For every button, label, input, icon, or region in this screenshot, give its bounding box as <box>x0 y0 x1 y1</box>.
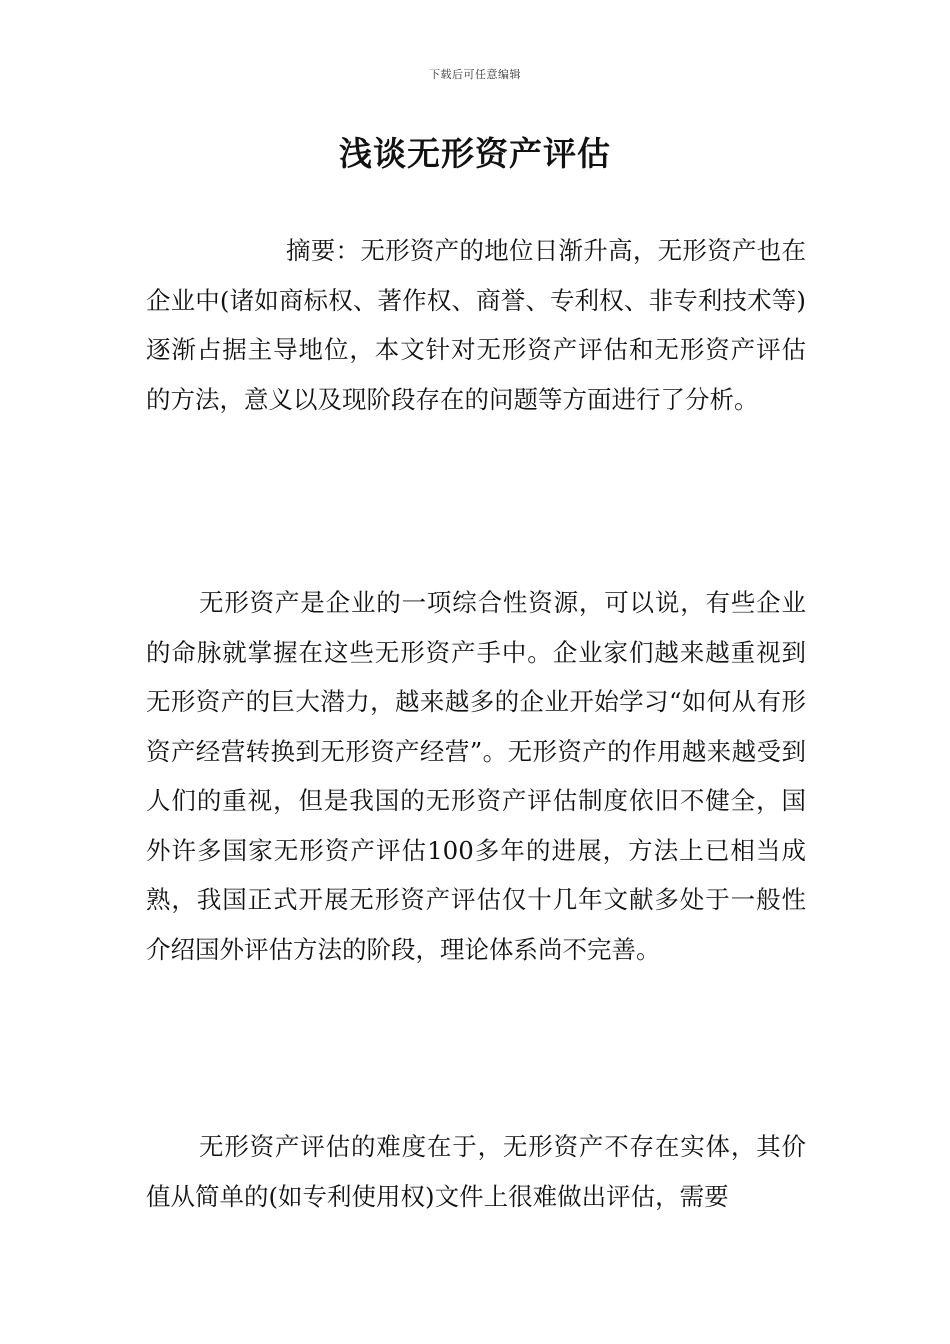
header-note: 下载后可任意编辑 <box>429 68 521 81</box>
body-paragraph-1: 无形资产是企业的一项综合性资源，可以说，有些企业的命脉就掌握在这些无形资产手中。企业家们越来越重视到无形资产的巨大潜力，越来越多的企业开始学习“如何从有形资产经营转换到无形资产经营”。无形资产的作用越来越受到人们的重视，但是我国的无形资产评估制度依旧不健全，国外许多国家无形资产评估100多年的进展，方法上已相当成熟，我国正式开展无形资产评估仅十几年文献多处于一般性介绍国外评估方法的阶段，理论体系尚不完善。 <box>146 588 806 964</box>
body-paragraph-2: 无形资产评估的难度在于，无形资产不存在实体，其价值从简单的(如专利使用权)文件上很难做出评估，需要 <box>146 1132 806 1211</box>
abstract-paragraph: 摘要：无形资产的地位日渐升高，无形资产也在企业中(诸如商标权、著作权、商誉、专利权、非专利技术等)逐渐占据主导地位，本文针对无形资产评估和无形资产评估的方法，意义以及现阶段存在的问题等方面进行了分析。 <box>146 236 806 414</box>
document-title: 浅谈无形资产评估 <box>339 134 611 173</box>
